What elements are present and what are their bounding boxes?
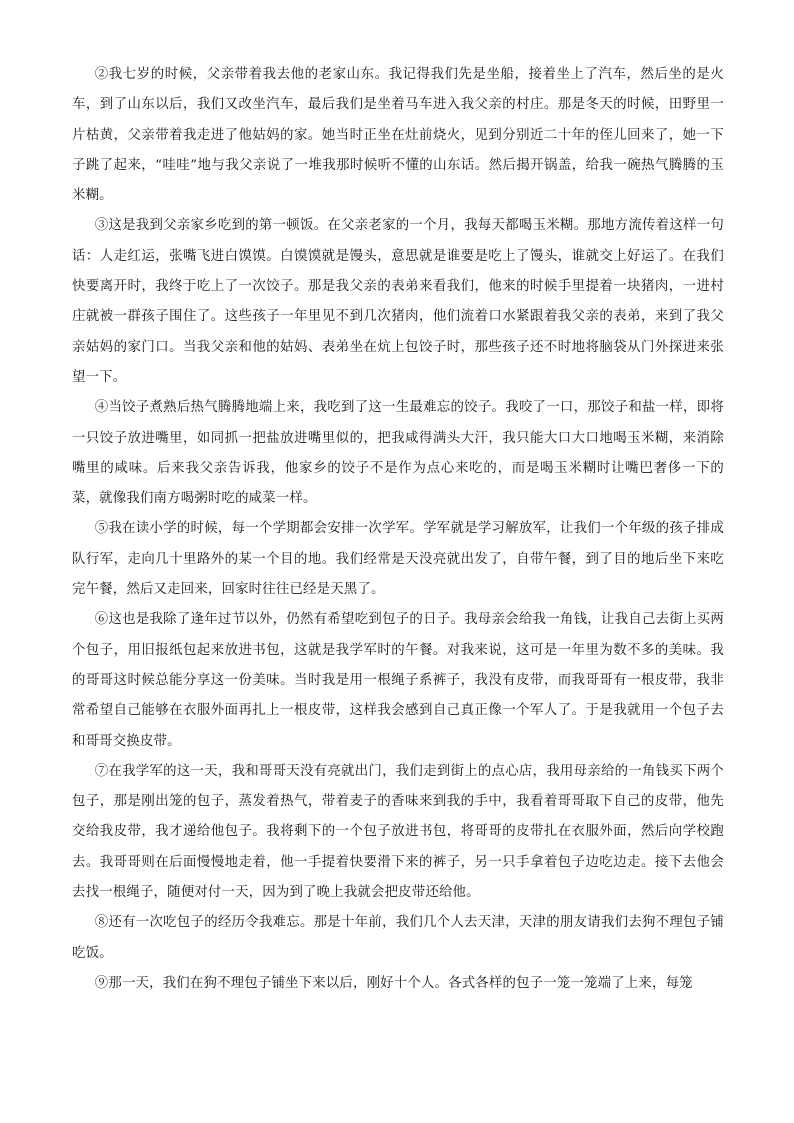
- paragraph-9: ⑨那一天，我们在狗不理包子铺坐下来以后，刚好十个人。各式各样的包子一笼一笼端了上来，每笼: [94, 975, 693, 991]
- paragraph-5: ⑤我在读小学的时候，每一个学期都会安排一次学军。学军就是学习解放军，让我们一个年级的孩子排成队行军，走向几十里路外的某一个目的地。我们经常是天没亮就出发了，自带午餐，到了目的地后坐下来吃完午餐，然后又走回来，回家时往往已经是天黑了。: [72, 521, 724, 598]
- paragraph-4: ④当饺子煮熟后热气腾腾地端上来，我吃到了这一生最难忘的饺子。我咬了一口，那饺子和盐一样，即将一只饺子放进嘴里，如同抓一把盐放进嘴里似的，把我咸得满头大汗，我只能大口大口地喝玉米糊，来消除嘴里的咸味。后来我父亲告诉我，他家乡的饺子不是作为点心来吃的，而是喝玉米糊时让嘴巴奢侈一下的菜，就像我们南方喝粥时吃的咸菜一样。: [72, 400, 724, 507]
- paragraph-8: ⑧还有一次吃包子的经历令我难忘。那是十年前，我们几个人去天津，天津的朋友请我们去狗不理包子铺吃饭。: [72, 915, 724, 961]
- paragraph-7: ⑦在我学军的这一天，我和哥哥天没有亮就出门，我们走到街上的点心店，我用母亲给的一角钱买下两个包子，那是刚出笼的包子，蒸发着热气，带着麦子的香味来到我的手中，我看着哥哥取下自己的皮带，他先交给我皮带，我才递给他包子。我将剩下的一个包子放进书包，将哥哥的皮带扎在衣服外面，然后向学校跑去。我哥哥则在后面慢慢地走着，他一手提着快要滑下来的裤子，另一只手拿着包子边吃边走。接下去他会去找一根绳子，随便对付一天，因为到了晚上我就会把皮带还给他。: [72, 763, 724, 901]
- paragraph-6: ⑥这也是我除了逢年过节以外，仍然有希望吃到包子的日子。我母亲会给我一角钱，让我自己去街上买两个包子，用旧报纸包起来放进书包，这就是我学军时的午餐。对我来说，这可是一年里为数不多的美味。我的哥哥这时候总能分享这一份美味。当时我是用一根绳子系裤子，我没有皮带，而我哥哥有一根皮带，我非常希望自己能够在衣服外面再扎上一根皮带，这样我会感到自己真正像一个军人了。于是我就用一个包子去和哥哥交换皮带。: [72, 612, 724, 749]
- paragraph-3: ③这是我到父亲家乡吃到的第一顿饭。在父亲老家的一个月，我每天都喝玉米糊。那地方流传着这样一句话：人走红运，张嘴飞进白馍馍。白馍馍就是馒头，意思就是谁要是吃上了馒头，谁就交上好运了。在我们快要离开时，我终于吃上了一次饺子。那是我父亲的表弟来看我们，他来的时候手里提着一块猪肉，一进村庄就被一群孩子围住了。这些孩子一年里见不到几次猪肉，他们流着口水紧跟着我父亲的表弟，来到了我父亲姑妈的家门口。当我父亲和他的姑妈、表弟坐在炕上包饺子时，那些孩子还不时地将脑袋从门外探进来张望一下。: [72, 218, 724, 385]
- document-page: [72, 60, 724, 1050]
- paragraph-2: ②我七岁的时候，父亲带着我去他的老家山东。我记得我们先是坐船，接着坐上了汽车，然后坐的是火车，到了山东以后，我们又改坐汽车，最后我们是坐着马车进入我父亲的村庄。那是冬天的时候，田野里一片枯黄，父亲带着我走进了他姑妈的家。她当时正坐在灶前烧火，见到分别近二十年的侄儿回来了，她一下子跳了起来，“哇哇”地与我父亲说了一堆我那时候听不懂的山东话。然后揭开锅盖，给我一碗热气腾腾的玉米糊。: [72, 67, 724, 204]
